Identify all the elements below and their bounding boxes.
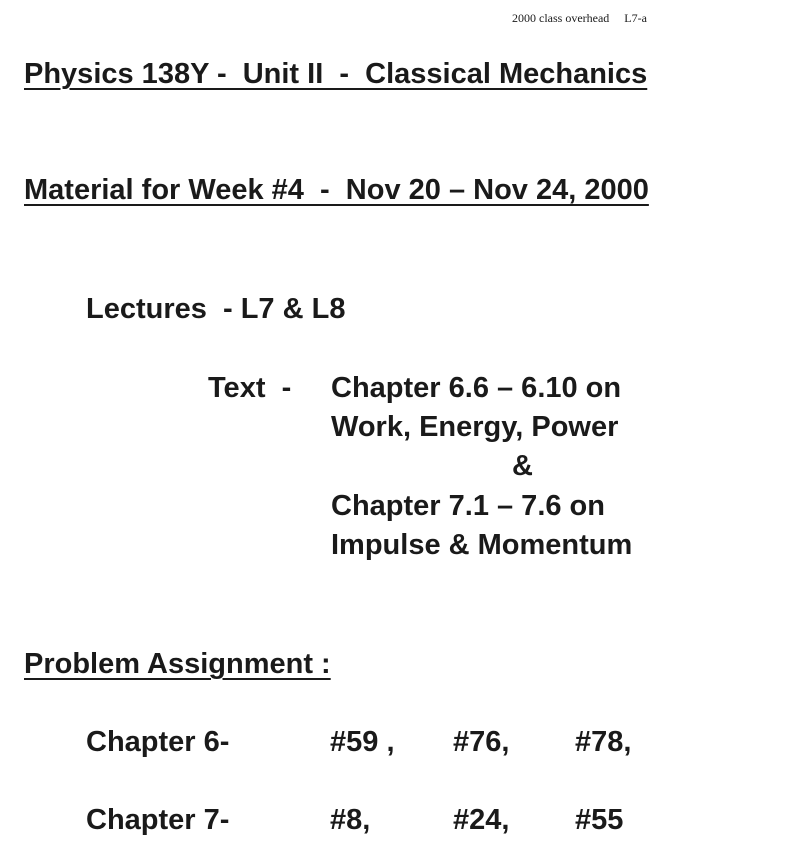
text-line: Chapter 7.1 – 7.6 on xyxy=(331,490,605,522)
problem-item: #78, xyxy=(575,726,632,758)
text-line: Work, Energy, Power xyxy=(331,411,619,443)
problem-item: #8, xyxy=(330,804,371,836)
problem-chapter: Chapter 6- xyxy=(86,726,230,758)
problem-item: #55 xyxy=(575,804,624,836)
problem-chapter: Chapter 7- xyxy=(86,804,230,836)
problems-heading: Problem Assignment : xyxy=(24,648,331,680)
problem-item: #76, xyxy=(453,726,510,758)
text-label: Text - xyxy=(208,372,292,404)
text-line: & xyxy=(512,450,533,482)
lectures-line: Lectures - L7 & L8 xyxy=(86,293,346,325)
page-title: Physics 138Y - Unit II - Classical Mechanics xyxy=(24,58,648,90)
text-line: Chapter 6.6 – 6.10 on xyxy=(331,372,622,404)
problem-item: #59 , xyxy=(330,726,395,758)
header-note: 2000 class overhead L7-a xyxy=(512,11,647,25)
text-line: Impulse & Momentum xyxy=(331,529,633,561)
week-heading: Material for Week #4 - Nov 20 – Nov 24, 2000 xyxy=(24,174,649,206)
problem-item: #24, xyxy=(453,804,510,836)
